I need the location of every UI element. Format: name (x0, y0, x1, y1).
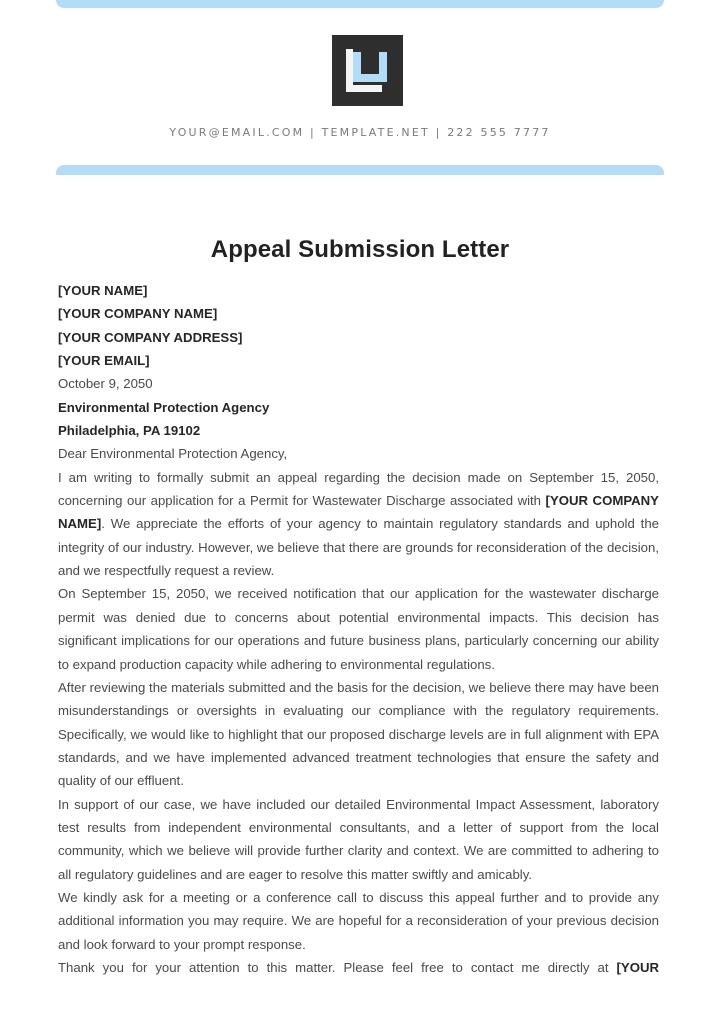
paragraph-text: . We appreciate the efforts of your agency to maintain regulatory standards and uphold the integrity of our industry. However, we believe that there are grounds for reconsideration of the decision, and we respectfully request a review. (58, 516, 659, 579)
logo-glyph (332, 35, 403, 106)
logo-u-cutout (361, 52, 379, 74)
header-accent-bar-top (56, 0, 664, 8)
company-name-placeholder: [YOUR COMPANY NAME] (58, 493, 659, 532)
header-contact-line: YOUR@EMAIL.COM | TEMPLATE.NET | 222 555 7777 (169, 126, 551, 139)
letter-body (58, 279, 659, 979)
logo-u-shadow (353, 82, 387, 85)
paragraph-supporting-documents: In support of our case, we have included our detailed Environmental Impact Assessment, laboratory test results from independent environmental consultants, and a letter of support from the local community, which we believe will provide further clarity and context. We are committed to adhering to all regulatory guidelines and are eager to resolve this matter swiftly and amicably. (58, 796, 659, 882)
document-title: Appeal Submission Letter (210, 236, 510, 263)
recipient-city-state-zip: Philadelphia, PA 19102 (58, 423, 201, 439)
sender-name: [YOUR NAME] (58, 283, 148, 298)
sender-company-name: [YOUR COMPANY NAME] (58, 306, 218, 322)
paragraph-grounds-for-appeal: After reviewing the materials submitted and the basis for the decision, we believe there may have been misunderstandings or oversights in evaluating our compliance with the regulatory requirements. Specifically, we would like to highlight that our proposed discharge levels are in full alignment with EPA standards, and we have implemented advanced treatment technologies that ensure the safety and quality of our effluent. (58, 679, 659, 789)
paragraph-decision-details: On September 15, 2050, we received notification that our application for the wastewater discharge permit was denied due to concerns about potential environmental impacts. This decision has significant implications for our operations and future business plans, particularly concerning our ability to expand production capacity while adhering to environmental regulations. (58, 586, 659, 672)
paragraph-text: I am writing to formally submit an appeal regarding the decision made on September 15, 2050, concerning our application for a Permit for Wastewater Discharge associated with (58, 469, 659, 509)
letter-mark-logo-icon (332, 35, 403, 106)
header-accent-bar-bottom (56, 165, 664, 175)
paragraph-meeting-request: We kindly ask for a meeting or a conference call to discuss this appeal further and to provide any additional information you may require. We are hopeful for a reconsideration of your previous decision and look forward to your prompt response. (58, 889, 659, 952)
sender-company-address: [YOUR COMPANY ADDRESS] (58, 329, 243, 345)
paragraph-closing (58, 956, 659, 979)
paragraph-text: Thank you for your attention to this matter. Please feel free to contact me directly at (58, 959, 617, 975)
recipient-organization: Environmental Protection Agency (58, 399, 270, 415)
sender-email: [YOUR EMAIL] (58, 353, 150, 369)
letter-date: October 9, 2050 (58, 376, 153, 392)
contact-placeholder: [YOUR (616, 959, 659, 975)
salutation: Dear Environmental Protection Agency, (58, 446, 288, 462)
paragraph-appeal-intro (58, 466, 659, 583)
